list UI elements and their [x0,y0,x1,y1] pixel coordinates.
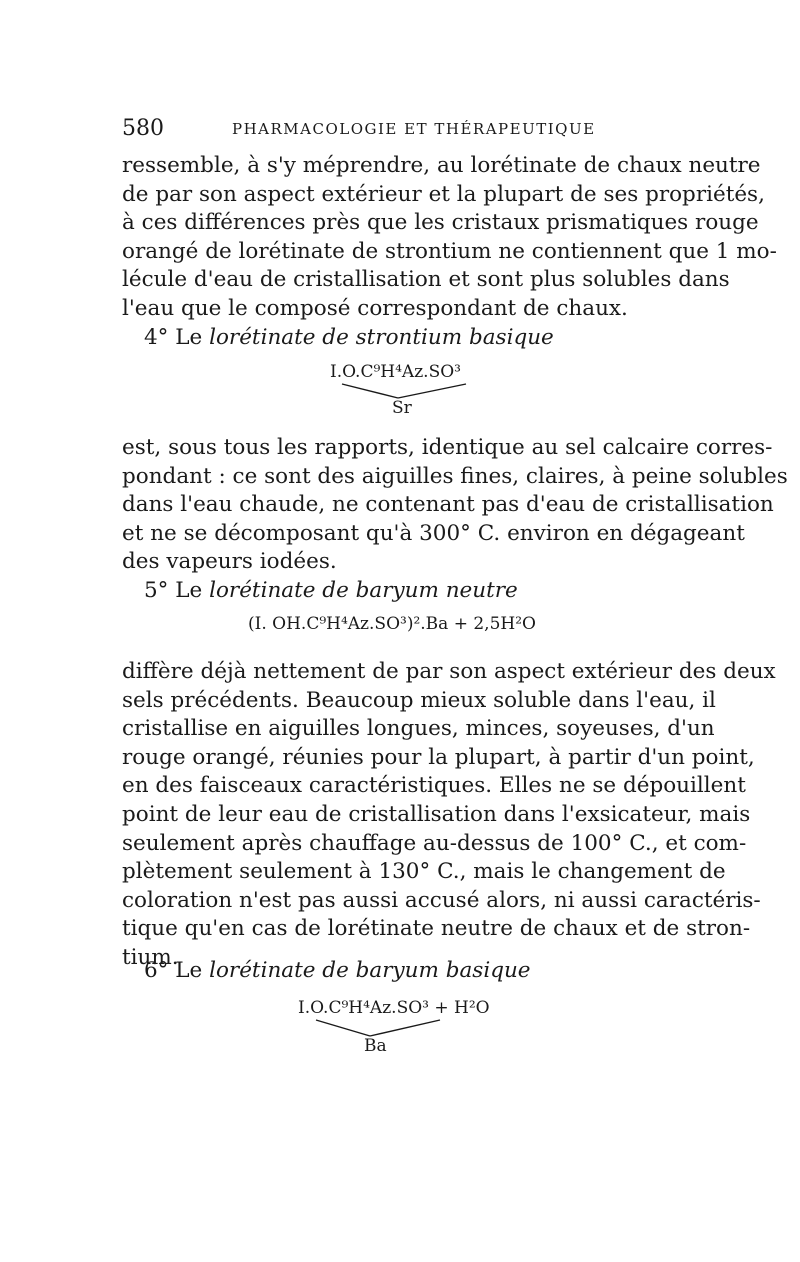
text-line: seulement après chauffage au-dessus de 100° C., et com- [122,830,747,856]
text-line: orangé de lorétinate de strontium ne contiennent que 1 mo- [122,238,777,264]
metal-symbol: Ba [364,1036,387,1056]
text-line: cristallise en aiguilles longues, minces, soyeuses, d'un [122,716,715,742]
page-number: 580 [122,116,164,141]
text-line: ressemble, à s'y méprendre, au lorétinate de chaux neutre [122,153,761,178]
formula-strontium: I.O.C⁹H⁴Az.SO³ [330,362,461,382]
formula-barium-basic: I.O.C⁹H⁴Az.SO³ + H²O [298,998,490,1018]
section-6-heading [122,957,678,986]
text-line: dans l'eau chaude, ne contenant pas d'eau de cristallisation [122,492,774,518]
text-line: à ces différences près que les cristaux prismatiques rouge [122,210,759,236]
text-line: l'eau que le composé correspondant de chaux. [122,295,628,321]
paragraph-1 [122,152,777,324]
text-line: des vapeurs iodées. [122,549,337,575]
page-header [122,116,682,146]
section-title: lorétinate de baryum neutre [209,578,518,603]
text-line: lécule d'eau de cristallisation et sont plus solubles dans [122,267,730,293]
text-line: rouge orangé, réunies pour la plupart, à partir d'un point, [122,744,755,770]
section-5-heading [122,577,678,606]
text-line: coloration n'est pas aussi accusé alors, ni aussi caractéris- [122,887,761,913]
formula-barium-neutral: (I. OH.C⁹H⁴Az.SO³)².Ba + 2,5H²O [248,614,536,634]
text-line: en des faisceaux caractéristiques. Elles ne se dépouillent [122,773,746,799]
section-number: 4° Le [144,325,203,350]
text-line: sels précédents. Beaucoup mieux soluble dans l'eau, il [122,687,716,713]
paragraph-3 [122,658,776,973]
text-line: de par son aspect extérieur et la plupart de ses propriétés, [122,181,765,207]
paragraph-2 [122,434,788,577]
text-line: plètement seulement à 130° C., mais le changement de [122,859,726,885]
text-line: et ne se décomposant qu'à 300° C. environ en dégageant [122,520,745,546]
text-line: pondant : ce sont des aiguilles fines, claires, à peine solubles [122,463,788,489]
running-title: PHARMACOLOGIE ET THÉRAPEUTIQUE [232,120,596,138]
text-line: diffère déjà nettement de par son aspect extérieur des deux [122,659,776,684]
section-number: 5° Le [144,578,203,603]
text-line: tium. [122,944,179,970]
section-4-heading [122,324,678,353]
text-line: point de leur eau de cristallisation dans l'exsicateur, mais [122,801,751,827]
text-line: est, sous tous les rapports, identique au sel calcaire corres- [122,435,773,460]
section-title: lorétinate de strontium basique [209,325,554,350]
section-number: 6° Le [144,958,203,983]
metal-symbol: Sr [392,398,412,418]
text-line: tique qu'en cas de lorétinate neutre de chaux et de stron- [122,916,751,942]
section-title: lorétinate de baryum basique [209,958,531,983]
